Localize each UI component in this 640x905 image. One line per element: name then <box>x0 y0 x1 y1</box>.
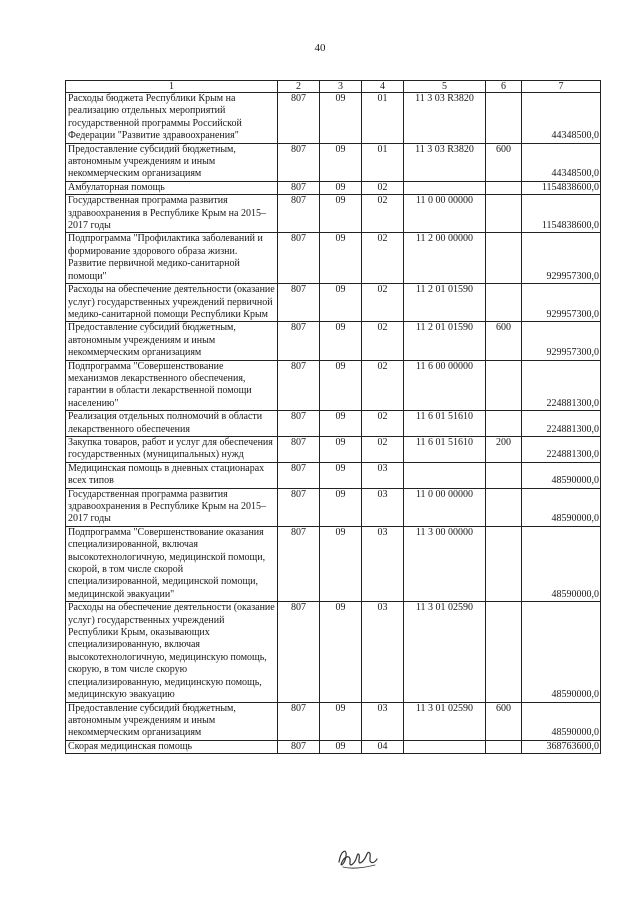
row-amount-cell: 44348500,0 <box>522 93 601 144</box>
row-target-article-cell: 11 2 01 01590 <box>404 322 486 360</box>
row-code-cell: 807 <box>278 195 320 233</box>
row-target-article-cell: 11 2 01 01590 <box>404 284 486 322</box>
row-name-cell: Расходы бюджета Республики Крым на реализацию отдельных мероприятий государственной программы Российской Федерации "Развитие здравоохранения" <box>66 93 278 144</box>
row-code-cell: 807 <box>278 702 320 740</box>
row-section-cell: 09 <box>320 740 362 753</box>
row-name-cell: Подпрограмма "Совершенствование механизмов лекарственного обеспечения, гарантии в области лекарственной помощи населению" <box>66 360 278 411</box>
row-amount-cell: 224881300,0 <box>522 436 601 462</box>
table-row <box>66 233 601 284</box>
table-row <box>66 195 601 233</box>
column-header-1: 1 <box>66 81 278 93</box>
table-body <box>66 93 601 754</box>
table-row <box>66 702 601 740</box>
table-row <box>66 143 601 181</box>
row-section-cell: 09 <box>320 233 362 284</box>
table-header-row <box>66 81 601 93</box>
row-subsection-cell: 02 <box>362 436 404 462</box>
row-expense-type-cell <box>486 195 522 233</box>
row-code-cell: 807 <box>278 284 320 322</box>
row-name-cell: Скорая медицинская помощь <box>66 740 278 753</box>
row-target-article-cell: 11 6 00 00000 <box>404 360 486 411</box>
row-name-cell: Реализация отдельных полномочий в области лекарственного обеспечения <box>66 411 278 437</box>
row-amount-cell: 44348500,0 <box>522 143 601 181</box>
row-name-cell: Предоставление субсидий бюджетным, автономным учреждениям и иным некоммерческим организациям <box>66 702 278 740</box>
row-section-cell: 09 <box>320 195 362 233</box>
row-amount-cell: 929957300,0 <box>522 233 601 284</box>
row-expense-type-cell <box>486 526 522 601</box>
row-name-cell: Медицинская помощь в дневных стационарах всех типов <box>66 462 278 488</box>
row-expense-type-cell: 600 <box>486 322 522 360</box>
row-target-article-cell: 11 6 01 51610 <box>404 411 486 437</box>
row-code-cell: 807 <box>278 233 320 284</box>
table-row <box>66 322 601 360</box>
row-expense-type-cell <box>486 602 522 702</box>
row-code-cell: 807 <box>278 143 320 181</box>
row-expense-type-cell <box>486 360 522 411</box>
row-amount-cell: 48590000,0 <box>522 602 601 702</box>
row-section-cell: 09 <box>320 143 362 181</box>
row-amount-cell: 929957300,0 <box>522 284 601 322</box>
row-expense-type-cell <box>486 284 522 322</box>
column-header-3: 3 <box>320 81 362 93</box>
row-target-article-cell <box>404 462 486 488</box>
row-amount-cell: 48590000,0 <box>522 702 601 740</box>
page-number: 40 <box>314 42 326 54</box>
row-expense-type-cell <box>486 181 522 194</box>
row-subsection-cell: 02 <box>362 233 404 284</box>
table-row <box>66 488 601 526</box>
row-code-cell: 807 <box>278 462 320 488</box>
column-header-2: 2 <box>278 81 320 93</box>
table-row <box>66 526 601 601</box>
row-code-cell: 807 <box>278 411 320 437</box>
row-subsection-cell: 02 <box>362 360 404 411</box>
row-name-cell: Государственная программа развития здравоохранения в Республике Крым на 2015–2017 годы <box>66 195 278 233</box>
row-target-article-cell: 11 3 03 R3820 <box>404 143 486 181</box>
row-amount-cell: 48590000,0 <box>522 462 601 488</box>
row-subsection-cell: 02 <box>362 284 404 322</box>
row-subsection-cell: 03 <box>362 526 404 601</box>
row-name-cell: Государственная программа развития здравоохранения в Республике Крым на 2015–2017 годы <box>66 488 278 526</box>
row-code-cell: 807 <box>278 93 320 144</box>
row-code-cell: 807 <box>278 602 320 702</box>
row-section-cell: 09 <box>320 526 362 601</box>
row-name-cell: Расходы на обеспечение деятельности (оказание услуг) государственных учреждений Республики Крым, оказывающих специализированную, включая высокотехнологичную, медицинскую помощь, скорую, в том числе скорую специализированную, медицинскую помощь, медицинскую эвакуацию <box>66 602 278 702</box>
row-section-cell: 09 <box>320 436 362 462</box>
row-subsection-cell: 02 <box>362 181 404 194</box>
row-amount-cell: 1154838600,0 <box>522 195 601 233</box>
row-section-cell: 09 <box>320 181 362 194</box>
column-header-5: 5 <box>404 81 486 93</box>
row-expense-type-cell <box>486 488 522 526</box>
row-code-cell: 807 <box>278 360 320 411</box>
row-code-cell: 807 <box>278 436 320 462</box>
row-amount-cell: 929957300,0 <box>522 322 601 360</box>
table-row <box>66 360 601 411</box>
row-subsection-cell: 03 <box>362 702 404 740</box>
row-expense-type-cell <box>486 462 522 488</box>
table-row <box>66 436 601 462</box>
row-expense-type-cell: 200 <box>486 436 522 462</box>
row-amount-cell: 1154838600,0 <box>522 181 601 194</box>
row-name-cell: Расходы на обеспечение деятельности (оказание услуг) государственных учреждений первичной медико-санитарной помощи Республики Крым <box>66 284 278 322</box>
row-target-article-cell: 11 0 00 00000 <box>404 195 486 233</box>
row-section-cell: 09 <box>320 284 362 322</box>
row-target-article-cell: 11 3 01 02590 <box>404 602 486 702</box>
row-amount-cell: 368763600,0 <box>522 740 601 753</box>
row-amount-cell: 48590000,0 <box>522 488 601 526</box>
row-amount-cell: 224881300,0 <box>522 360 601 411</box>
row-target-article-cell: 11 6 01 51610 <box>404 436 486 462</box>
row-section-cell: 09 <box>320 322 362 360</box>
row-target-article-cell: 11 2 00 00000 <box>404 233 486 284</box>
row-section-cell: 09 <box>320 360 362 411</box>
row-section-cell: 09 <box>320 93 362 144</box>
row-name-cell: Подпрограмма "Профилактика заболеваний и формирование здорового образа жизни. Развитие первичной медико-санитарной помощи" <box>66 233 278 284</box>
row-subsection-cell: 01 <box>362 143 404 181</box>
row-section-cell: 09 <box>320 462 362 488</box>
row-target-article-cell: 11 0 00 00000 <box>404 488 486 526</box>
row-subsection-cell: 02 <box>362 322 404 360</box>
row-subsection-cell: 04 <box>362 740 404 753</box>
row-target-article-cell <box>404 740 486 753</box>
row-code-cell: 807 <box>278 322 320 360</box>
row-target-article-cell: 11 3 00 00000 <box>404 526 486 601</box>
table-row <box>66 740 601 753</box>
table-row <box>66 284 601 322</box>
row-expense-type-cell <box>486 233 522 284</box>
column-header-6: 6 <box>486 81 522 93</box>
row-subsection-cell: 03 <box>362 462 404 488</box>
row-section-cell: 09 <box>320 702 362 740</box>
row-subsection-cell: 02 <box>362 195 404 233</box>
row-code-cell: 807 <box>278 526 320 601</box>
row-name-cell: Закупка товаров, работ и услуг для обеспечения государственных (муниципальных) нужд <box>66 436 278 462</box>
row-expense-type-cell: 600 <box>486 702 522 740</box>
row-section-cell: 09 <box>320 602 362 702</box>
row-name-cell: Предоставление субсидий бюджетным, автономным учреждениям и иным некоммерческим организациям <box>66 322 278 360</box>
row-target-article-cell: 11 3 03 R3820 <box>404 93 486 144</box>
row-expense-type-cell <box>486 93 522 144</box>
row-subsection-cell: 03 <box>362 488 404 526</box>
table-row <box>66 181 601 194</box>
table-row <box>66 411 601 437</box>
row-subsection-cell: 01 <box>362 93 404 144</box>
row-code-cell: 807 <box>278 740 320 753</box>
handwritten-signature-icon <box>333 842 383 872</box>
row-code-cell: 807 <box>278 488 320 526</box>
row-name-cell: Амбулаторная помощь <box>66 181 278 194</box>
row-target-article-cell <box>404 181 486 194</box>
row-amount-cell: 48590000,0 <box>522 526 601 601</box>
row-expense-type-cell: 600 <box>486 143 522 181</box>
row-section-cell: 09 <box>320 488 362 526</box>
row-amount-cell: 224881300,0 <box>522 411 601 437</box>
table-row <box>66 93 601 144</box>
row-expense-type-cell <box>486 740 522 753</box>
row-code-cell: 807 <box>278 181 320 194</box>
table-row <box>66 602 601 702</box>
row-subsection-cell: 02 <box>362 411 404 437</box>
table-row <box>66 462 601 488</box>
column-header-7: 7 <box>522 81 601 93</box>
column-header-4: 4 <box>362 81 404 93</box>
row-subsection-cell: 03 <box>362 602 404 702</box>
row-target-article-cell: 11 3 01 02590 <box>404 702 486 740</box>
row-expense-type-cell <box>486 411 522 437</box>
row-name-cell: Подпрограмма "Совершенствование оказания специализированной, включая высокотехнологичную, медицинской помощи, скорой, в том числе скорой специализированной, медицинской помощи, медицинской эвакуации" <box>66 526 278 601</box>
row-section-cell: 09 <box>320 411 362 437</box>
budget-table <box>65 80 601 754</box>
row-name-cell: Предоставление субсидий бюджетным, автономным учреждениям и иным некоммерческим организациям <box>66 143 278 181</box>
